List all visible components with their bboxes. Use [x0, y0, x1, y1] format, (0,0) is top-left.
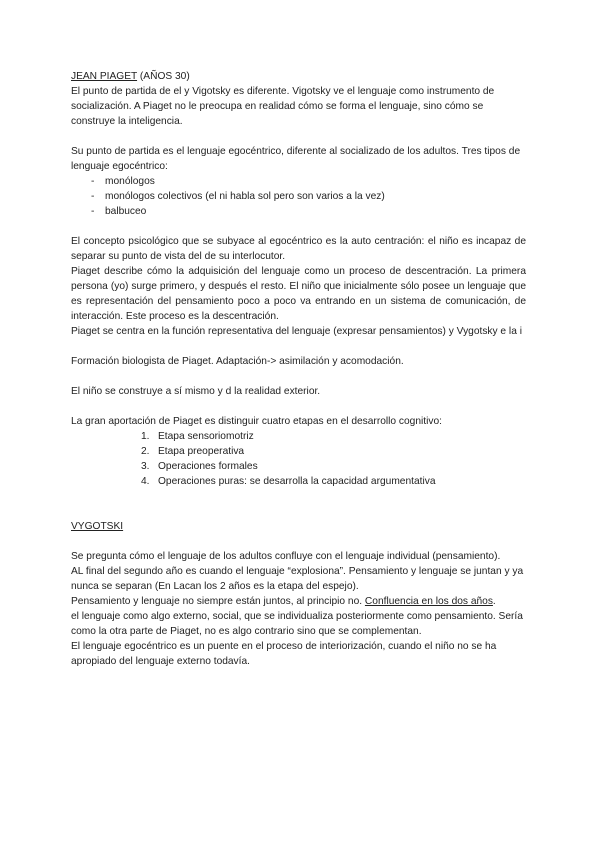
paragraph-text-end: .	[492, 596, 496, 607]
list-item: - monólogos	[91, 174, 526, 189]
vygotski-heading-line	[71, 519, 526, 534]
piaget-paragraph-8: La gran aportación de Piaget es distinguir cuatro etapas en el desarrollo cognitivo:	[71, 416, 442, 427]
underlined-text: Confluencia en los dos años	[364, 596, 493, 607]
paragraph-text: Pensamiento y lenguaje no siempre están juntos, al principio no.	[71, 596, 365, 607]
list-item	[141, 474, 526, 489]
piaget-paragraph-6: Formación biologista de Piaget. Adaptación-> asimilación y acomodación.	[71, 356, 404, 367]
piaget-paragraph-5: Piaget se centra en la función representativa del lenguaje (expresar pensamientos) y Vygotsky e la i	[71, 326, 522, 337]
list-item: - balbuceo	[91, 204, 526, 219]
piaget-paragraph-7: El niño se construye a sí mismo y d la realidad exterior.	[71, 386, 321, 397]
egocentric-types-list	[71, 174, 526, 219]
piaget-paragraph-3: El concepto psicológico que se subyace al egocéntrico es la auto centración: el niño es incapaz de separar su punto de vista del de su interlocutor.	[71, 236, 526, 262]
piaget-paragraph-1: El punto de partida de el y Vigotsky es diferente. Vigotsky ve el lenguaje como instrumento de socialización. A Piaget no le preocupa en realidad cómo se forma el lenguaje, sino cómo se construye la inteligencia.	[71, 86, 495, 127]
piaget-heading: JEAN PIAGET	[71, 71, 138, 82]
stage-text: Etapa preoperativa	[158, 446, 245, 457]
vygotski-paragraph-1: Se pregunta cómo el lenguaje de los adultos confluye con el lenguaje individual (pensamiento).	[71, 551, 501, 562]
cognitive-stages-list	[71, 429, 526, 489]
stage-text: Operaciones puras: se desarrolla la capacidad argumentativa	[158, 476, 436, 487]
stage-number: 4.	[141, 476, 150, 487]
vygotski-paragraph-3	[71, 594, 526, 609]
list-item	[141, 459, 526, 474]
stage-text: Operaciones formales	[158, 461, 258, 472]
piaget-paragraph-2: Su punto de partida es el lenguaje egocéntrico, diferente al socializado de los adultos. Tres tipos de lenguaje egocéntrico:	[71, 146, 521, 172]
vygotski-paragraph-2: AL final del segundo año es cuando el lenguaje “explosiona”. Pensamiento y lenguaje se juntan y ya nunca se separan (En Lacan los 2 años es la etapa del espejo).	[71, 566, 524, 592]
vygotski-paragraph-4: el lenguaje como algo externo, social, que se individualiza posteriormente como pensamiento. Sería como la otra parte de Piaget, no es algo contrario sino que se complementan.	[71, 611, 523, 637]
document-body	[71, 69, 526, 669]
stage-number: 3.	[141, 461, 150, 472]
list-item	[141, 429, 526, 444]
vygotski-heading: VYGOTSKI	[71, 521, 124, 532]
piaget-heading-line	[71, 69, 526, 84]
list-item	[141, 444, 526, 459]
piaget-heading-suffix: (AÑOS 30)	[137, 71, 190, 82]
stage-number: 1.	[141, 431, 150, 442]
vygotski-paragraph-5: El lenguaje egocéntrico es un puente en el proceso de interiorización, cuando el niño no se ha apropiado del lenguaje externo todavía.	[71, 641, 497, 667]
piaget-paragraph-4: Piaget describe cómo la adquisición del lenguaje como un proceso de descentración. La primera persona (yo) surge primero, y después el resto. El niño que inicialmente sólo posee un lenguaje que es representación del pensamiento poco a poco va entrando en un sistema de comunicación, de interacción. Este proceso es la descentración.	[71, 266, 526, 322]
stage-number: 2.	[141, 446, 150, 457]
list-item: - monólogos colectivos (el ni habla sol pero son varios a la vez)	[91, 189, 526, 204]
stage-text: Etapa sensoriomotriz	[158, 431, 254, 442]
